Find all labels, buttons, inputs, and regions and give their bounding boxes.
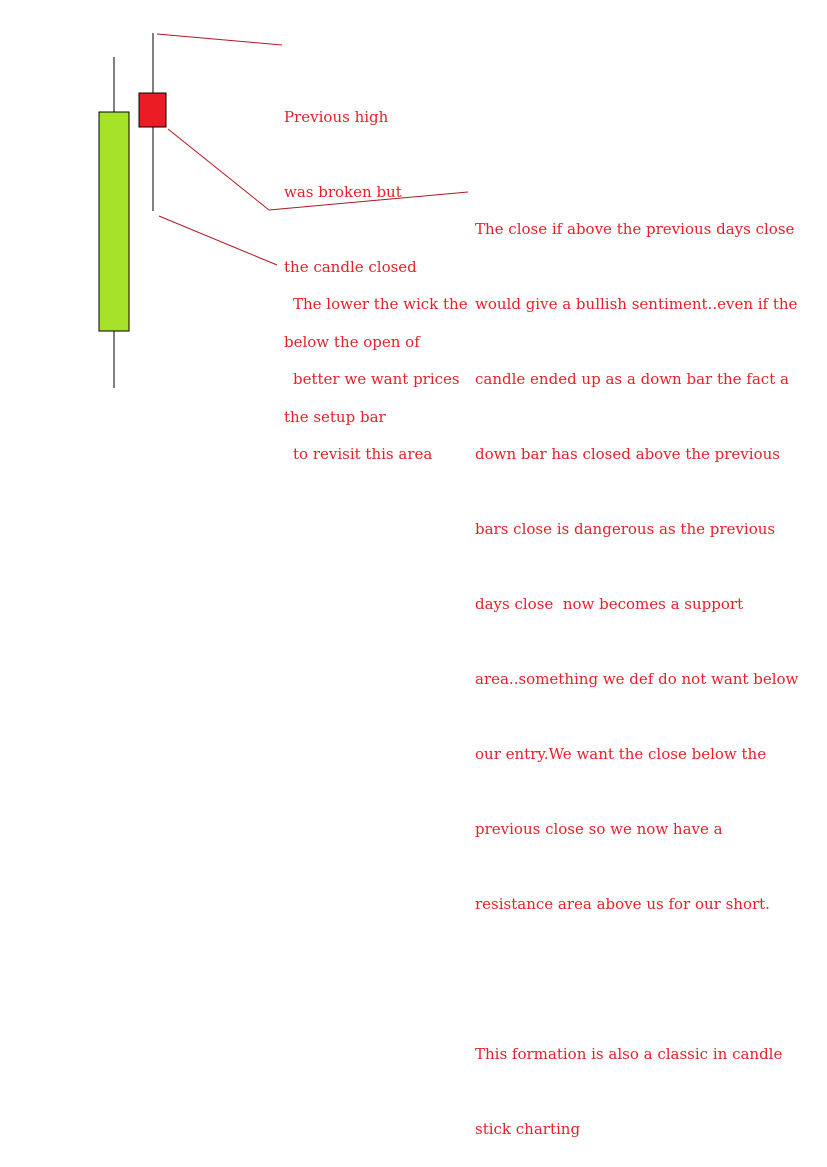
annotation-line: below the open of bbox=[284, 333, 420, 351]
annotation-line bbox=[475, 967, 798, 992]
setup-bar-body bbox=[99, 112, 129, 331]
annotation-line: days close now becomes a support bbox=[475, 595, 744, 613]
signal-bar-body bbox=[139, 93, 166, 127]
annotation-line: previous close so we now have a bbox=[475, 820, 723, 838]
annotation-line: down bar has closed above the previous bbox=[475, 445, 780, 463]
annotation-line: stick charting bbox=[475, 1120, 581, 1138]
annotation-line: Previous high bbox=[284, 108, 389, 126]
annotation-line: was broken but bbox=[284, 183, 402, 201]
annotation-line: The lower the wick the bbox=[293, 295, 468, 313]
annotation-line: our entry.We want the close below the bbox=[475, 745, 767, 763]
annotation-line: to revisit this area bbox=[293, 445, 433, 463]
annotation-line: This formation is also a classic in candle bbox=[475, 1045, 783, 1063]
annotation-line: better we want prices bbox=[293, 370, 460, 388]
lower-wick-annotation bbox=[293, 242, 468, 492]
leader-line-lower-wick bbox=[159, 216, 277, 265]
annotation-line: The close if above the previous days close bbox=[475, 220, 795, 238]
leader-line-previous-high bbox=[157, 34, 282, 45]
annotation-line: bars close is dangerous as the previous bbox=[475, 520, 776, 538]
annotation-line: would give a bullish sentiment..even if the bbox=[475, 295, 798, 313]
annotation-line: candle ended up as a down bar the fact a bbox=[475, 370, 789, 388]
annotation-line: the setup bar bbox=[284, 408, 386, 426]
leader-line-close-upper bbox=[168, 129, 269, 210]
annotation-line: the candle closed bbox=[284, 258, 417, 276]
annotation-line: area..something we def do not want below bbox=[475, 670, 799, 688]
annotation-line: resistance area above us for our short. bbox=[475, 895, 770, 913]
close-annotation bbox=[475, 167, 798, 1167]
